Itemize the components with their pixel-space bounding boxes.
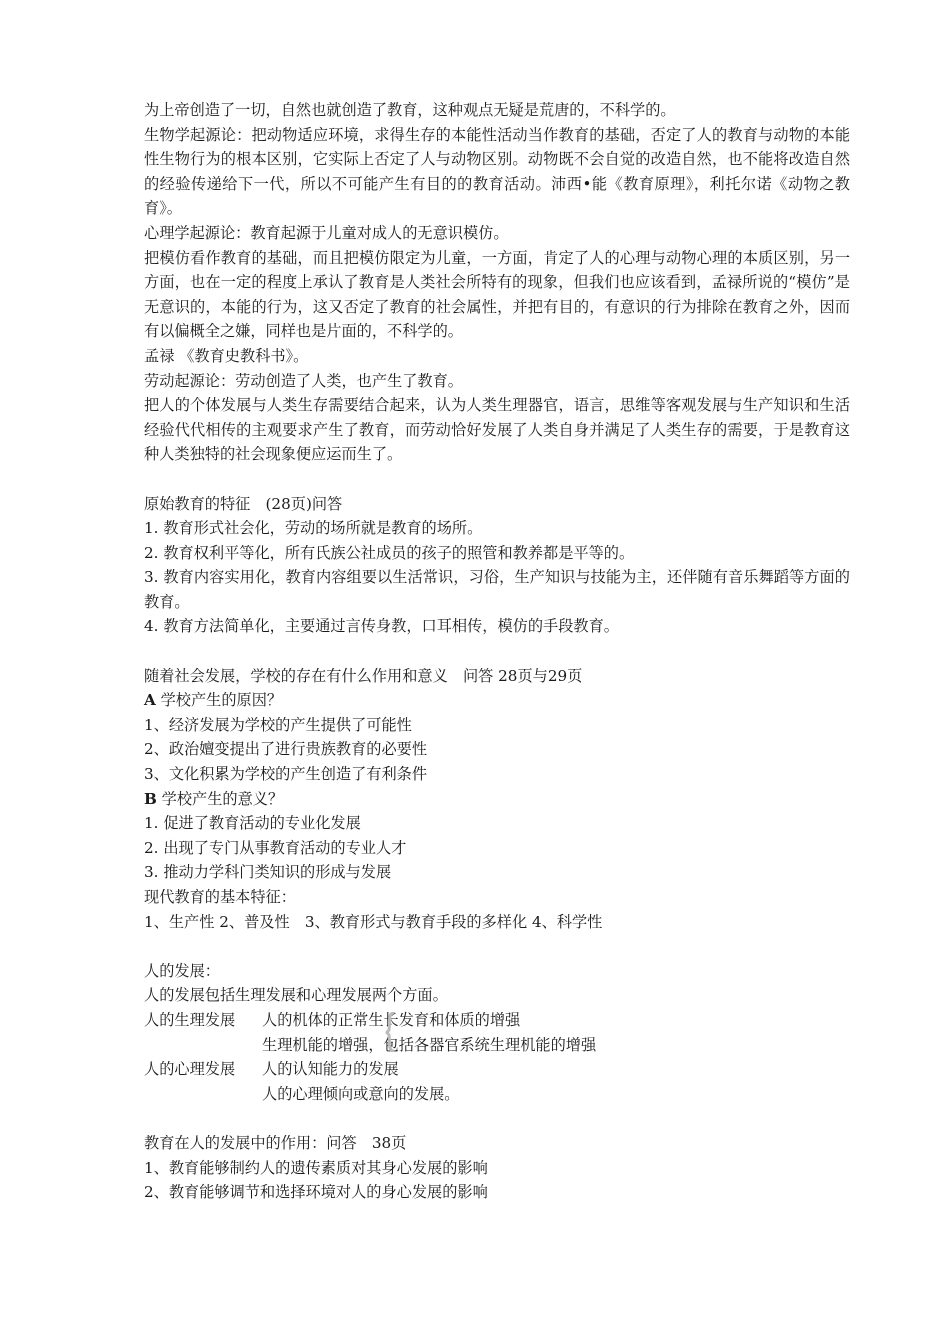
list-item: 3. 教育内容实用化，教育内容组要以生活常识，习俗，生产知识与技能为主，还伴随有音乐舞蹈等方面的教育。: [144, 568, 850, 611]
paragraph-imitation-critique: 把模仿看作教育的基础，而且把模仿限定为儿童，一方面，肯定了人的心理与动物心理的本质区别，另一方面，也在一定的程度上承认了教育是人类社会所特有的现象，但我们也应该看到，孟禄所说的“模仿”是无意识的，本能的行为，这又否定了教育的社会属性，并把有目的，有意识的行为排除在教育之外，因而有以偏概全之嫌，同样也是片面的，不科学的。: [144, 248, 850, 341]
paragraph-divine-origin-end: 为上帝创造了一切，自然也就创造了教育，这种观点无疑是荒唐的，不科学的。: [144, 101, 676, 119]
physical-development-label: 人的生理发展: [144, 1010, 236, 1029]
school-origin-title: 学校产生的原因？: [155, 691, 283, 710]
school-meaning-title: 学校产生的意义？: [156, 789, 284, 808]
development-heading: 人的发展：: [144, 961, 220, 980]
list-item: 2、教育能够调节和选择环境对人的身心发展的影响: [144, 1183, 488, 1202]
list-item: 3、文化积累为学校的产生创造了有利条件: [144, 765, 428, 784]
school-origin-subheading: [144, 688, 850, 713]
primitive-education-heading: 原始教育的特征 (28页)问答: [144, 494, 343, 513]
list-item: 1、经济发展为学校的产生提供了可能性: [144, 715, 412, 734]
section-letter-b: B: [144, 789, 157, 808]
mental-development-label: 人的心理发展: [144, 1060, 236, 1079]
modern-education-features: 1、生产性 2、普及性 3、教育形式与教育手段的多样化 4、科学性: [144, 912, 603, 931]
paragraph-labor-origin: 劳动起源论：劳动创造了人类，也产生了教育。: [144, 371, 463, 390]
brace-icon: [385, 1012, 395, 1052]
physical-development-item: 人的机体的正常生长发育和体质的增强: [262, 1010, 521, 1029]
list-item: 2. 教育权利平等化，所有氏族公社成员的孩子的照管和教养都是平等的。: [144, 543, 635, 562]
modern-education-heading: 现代教育的基本特征：: [144, 888, 296, 906]
list-item: 1、教育能够制约人的遗传素质对其身心发展的影响: [144, 1158, 488, 1177]
education-role-heading: 教育在人的发展中的作用：问答 38页: [144, 1133, 407, 1152]
list-item: 2. 出现了专门从事教育活动的专业人才: [144, 838, 407, 857]
list-item: 1. 促进了教育活动的专业化发展: [144, 814, 361, 833]
paragraph-biological-origin: 生物学起源论：把动物适应环境，求得生存的本能性活动当作教育的基础，否定了人的教育与动物的本能性生物行为的根本区别，它实际上否定了人与动物区别。动物既不会自觉的改造自然，也不能将改造自然的经验传递给下一代，所以不可能产生有目的的教育活动。沛西•能《教育原理》，利托尔诺《动物之教育》。: [144, 125, 850, 218]
development-intro: 人的发展包括生理发展和心理发展两个方面。: [144, 986, 448, 1005]
spacer: [144, 934, 850, 959]
paragraph-labor-explanation: 把人的个体发展与人类生存需要结合起来，认为人类生理器官，语言，思维等客观发展与生产知识和生活经验代代相传的主观要求产生了教育，而劳动恰好发展了人类自身并满足了人类生存的需要，于是教育这种人类独特的社会现象便应运而生了。: [144, 396, 850, 464]
physical-development-row: [144, 1033, 850, 1058]
physical-development-row: [144, 1008, 850, 1033]
physical-development-item: 生理机能的增强，包括各器官系统生理机能的增强: [262, 1035, 597, 1054]
mental-development-row: [144, 1082, 850, 1107]
school-heading: 随着社会发展，学校的存在有什么作用和意义 问答 28页与29页: [144, 666, 583, 685]
mental-development-row: [144, 1057, 850, 1082]
development-breakdown: [144, 1008, 850, 1106]
school-meaning-subheading: [144, 787, 850, 812]
list-item: 4. 教育方法简单化，主要通过言传身教，口耳相传，模仿的手段教育。: [144, 617, 619, 636]
list-item: 3. 推动力学科门类知识的形成与发展: [144, 863, 392, 882]
paragraph-psychological-origin: 心理学起源论：教育起源于儿童对成人的无意识模仿。: [144, 223, 509, 242]
list-item: 2、政治嬗变提出了进行贵族教育的必要性: [144, 740, 428, 759]
spacer: [144, 1106, 850, 1131]
list-item: 1. 教育形式社会化，劳动的场所就是教育的场所。: [144, 519, 483, 538]
section-letter-a: A: [144, 691, 156, 710]
mental-development-item: 人的心理倾向或意向的发展。: [262, 1084, 460, 1103]
spacer: [144, 639, 850, 664]
spacer: [144, 467, 850, 492]
mental-development-item: 人的认知能力的发展: [262, 1060, 399, 1079]
paragraph-monroe-reference: 孟禄 《教育史教科书》。: [144, 346, 309, 365]
